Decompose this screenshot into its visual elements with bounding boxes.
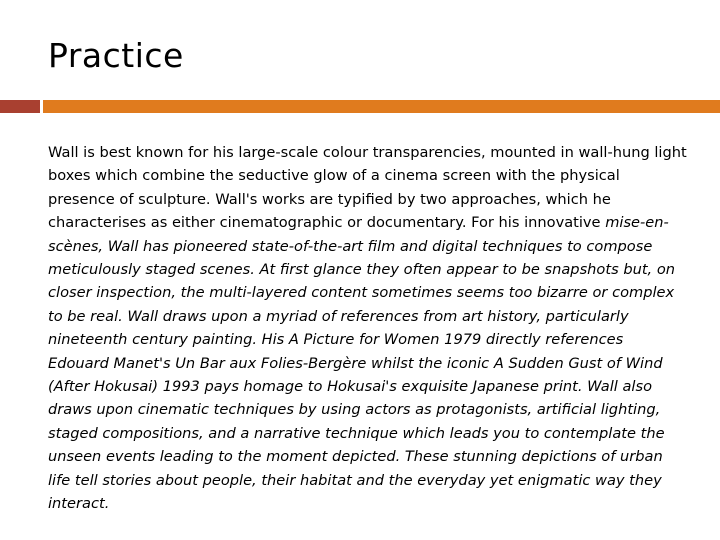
slide-title: Practice: [48, 36, 184, 75]
title-divider-accent: [0, 100, 40, 113]
body-paragraph: [48, 141, 688, 516]
body-text-upright: Wall is best known for his large-scale colour transparencies, mounted in wall-hung light boxes which combine the seductive glow of a cinema screen with the physical presence of sculpture. Wall's works are typified by two approaches, which he characterises as either cinematographic or documentary. For his innovative: [48, 144, 687, 232]
title-divider-bar: [43, 100, 720, 113]
body-text-italic: mise-en-scènes, Wall has pioneered state-of-the-art film and digital techniques to compose meticulously staged scenes. At first glance they often appear to be snapshots but, on closer inspection, the multi-layered content sometimes seems too bizarre or complex to be real. Wall draws upon a myriad of references from art history, particularly nineteenth century painting. His A Picture for Women 1979 directly references Edouard Manet's Un Bar aux Folies-Bergère whilst the iconic A Sudden Gust of Wind (After Hokusai) 1993 pays homage to Hokusai's exquisite Japanese print. Wall also draws upon cinematic techniques by using actors as protagonists, artificial lighting, staged compositions, and a narrative technique which leads you to contemplate the unseen events leading to the moment depicted. These stunning depictions of urban life tell stories about people, their habitat and the everyday yet enigmatic way they interact.: [48, 214, 676, 513]
